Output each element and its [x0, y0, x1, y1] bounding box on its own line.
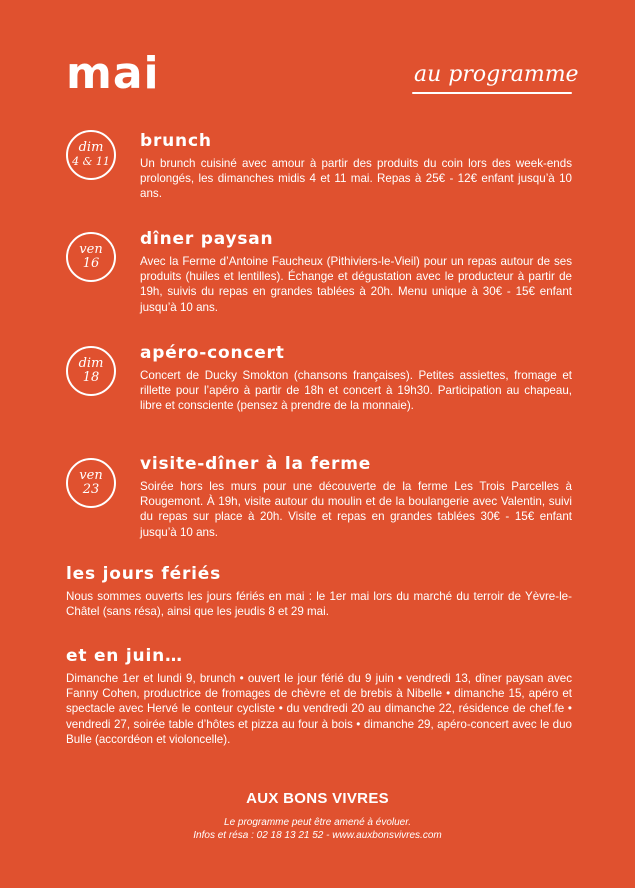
event-title: dîner paysan	[140, 229, 274, 249]
event-description: Avec la Ferme d’Antoine Faucheux (Pithiviers-le-Vieil) pour un repas autour de ses produits (huiles et lentilles). Échange et dégustation avec le producteur à partir de 19h, suivis du repas en grandes tablées à 20h. Menu unique à 30€ - 15€ enfant jusqu’à 10 ans.	[140, 255, 572, 314]
program-underline	[412, 92, 572, 94]
date-number: 18	[82, 370, 100, 385]
event-title: visite-dîner à la ferme	[140, 454, 372, 474]
holidays-section	[66, 566, 572, 619]
event-title: apéro-concert	[140, 343, 285, 363]
date-badge	[66, 232, 116, 282]
section-text: Dimanche 1er et lundi 9, brunch • ouvert le jour férié du 9 juin • vendredi 13, dîner paysan avec Fanny Cohen, productrice de fromages de chèvre et de brebis à Nibelle • dimanche 15, apéro et spectacle avec Hervé le conteur cycliste • du vendredi 20 au dimanche 22, résidence de chef.fe • vendredi 27, soirée table d’hôtes et pizza au four à bois • dimanche 29, apéro-concert avec le duo Bulle (accordéon et violoncelle).	[66, 672, 572, 746]
event-apero-concert	[140, 345, 572, 414]
contact-info: Infos et résa : 02 18 13 21 52 - www.auxbonsvivres.com	[193, 830, 442, 841]
date-day: dim	[78, 356, 104, 371]
event-visite-diner	[140, 456, 572, 540]
date-badge	[66, 346, 116, 396]
brand-name: AUX BONS VIVRES	[246, 790, 389, 807]
event-diner-paysan	[140, 231, 572, 315]
date-day: ven	[79, 468, 103, 483]
event-title: brunch	[140, 131, 212, 151]
date-number: 4 & 11	[72, 155, 110, 168]
event-description: Concert de Ducky Smokton (chansons françaises). Petites assiettes, fromage et rillette pour l’apéro à partir de 18h et concert à 19h30. Participation au chapeau, libre et consciente (pensez à prendre de la monnaie).	[140, 369, 572, 413]
event-description: Un brunch cuisiné avec amour à partir des produits du coin lors des week-ends prolongés, les dimanches midis 4 et 11 mai. Repas à 25€ - 12€ enfant jusqu’à 10 ans.	[140, 157, 572, 201]
date-badge	[66, 130, 116, 180]
section-title: les jours fériés	[66, 564, 222, 584]
event-description: Soirée hors les murs pour une découverte de la ferme Les Trois Parcelles à Rougemont. À 19h, visite autour du moulin et de la boulangerie avec Valentin, suivi du repas sur place à 20h. Visite et repas en grandes tablées 30€ - 15€ enfant jusqu’à 10 ans.	[140, 480, 572, 539]
event-brunch	[140, 133, 572, 202]
program-note: Le programme peut être amené à évoluer.	[224, 817, 411, 828]
date-day: dim	[78, 140, 104, 155]
date-number: 16	[82, 256, 100, 271]
section-title: et en juin…	[66, 646, 183, 666]
section-text: Nous sommes ouverts les jours fériés en mai : le 1er mai lors du marché du terroir de Yèvre-le-Châtel (sans résa), ainsi que les jeudis 8 et 29 mai.	[66, 590, 572, 619]
june-section	[66, 648, 572, 747]
page-title: mai	[66, 48, 160, 99]
program-label: au programme	[414, 62, 579, 87]
date-badge	[66, 458, 116, 508]
date-day: ven	[79, 242, 103, 257]
date-number: 23	[82, 482, 100, 497]
